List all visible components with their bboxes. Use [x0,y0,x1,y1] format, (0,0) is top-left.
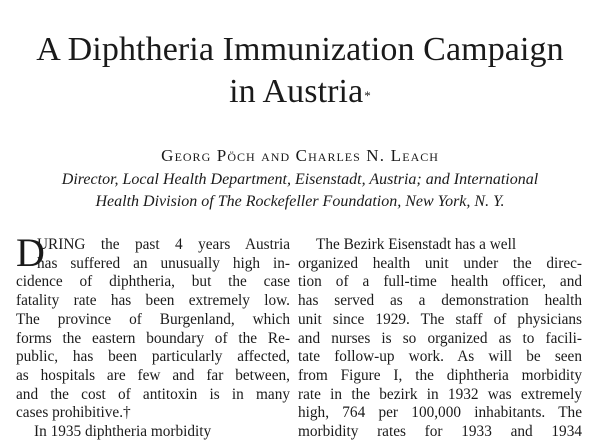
left-line: has suffered an unusually high in- [37,254,290,272]
author-line [0,146,600,167]
right-line: and nurses is so organized as to facili- [298,329,582,347]
left-line: as hospitals are few and far between, [16,366,290,384]
left-line: public, has been particularly affected, [16,348,290,366]
drop-cap: D [16,230,45,275]
author2-surname-initial: L [390,146,403,165]
right-line: rate in the bezirk in 1932 was extremely [298,385,582,403]
affiliation-line-2: Health Division of The Rockefeller Foundation, New York, N. Y. [95,193,505,210]
left-line: The province of Burgenland, which [16,310,290,328]
author-conjunction: AND [261,150,291,164]
right-line: morbidity rates for 1933 and 1934 [298,423,582,441]
author1-surname-initial: P [216,146,228,165]
title-footnote-mark: * [364,88,371,103]
left-line: fatality rate has been extremely low. [16,292,290,310]
author2-initial: C [295,146,309,165]
author2-middle-initial: N. [366,146,386,165]
title-text-2: in Austria [229,73,364,110]
author1-firstname-rest: EORG [174,150,212,164]
title-text-1: A Diphtheria Immunization Campaign [36,31,564,68]
left-line: and the cost of antitoxin is in many [16,385,290,403]
author2-surname-rest: EACH [402,150,439,164]
article-title-line-1 [0,29,600,71]
right-line: from Figure I, the diphtheria morbidity [298,366,582,384]
author1-initial: G [161,146,175,165]
left-column [16,230,290,442]
right-line: has served as a demonstration health [298,292,582,310]
left-line: cases prohibitive.† [16,404,131,422]
right-column [298,236,582,442]
left-line: forms the eastern boundary of the Re- [16,329,290,347]
right-line: organized health unit under the direc- [298,254,582,272]
author2-firstname-rest: HARLES [308,150,361,164]
article-title-line-2 [0,71,600,113]
affiliation-line-1: Director, Local Health Department, Eisenstadt, Austria; and International [61,171,539,188]
author1-surname-rest: ÖCH [227,150,256,164]
left-line: In 1935 diphtheria morbidity [34,423,212,441]
right-line: The Bezirk Eisenstadt has a well [316,236,517,253]
right-line: high, 764 per 100,000 inhabitants. The [298,404,582,422]
left-line: cidence of diphtheria, but the case [16,273,290,291]
left-line: URING the past 4 years Austria [37,236,290,253]
right-line: tion of a full-time health officer, and [298,273,582,291]
right-line: tate follow-up work. As will be seen [298,348,582,366]
right-line: unit since 1929. The staff of physicians [298,310,582,328]
